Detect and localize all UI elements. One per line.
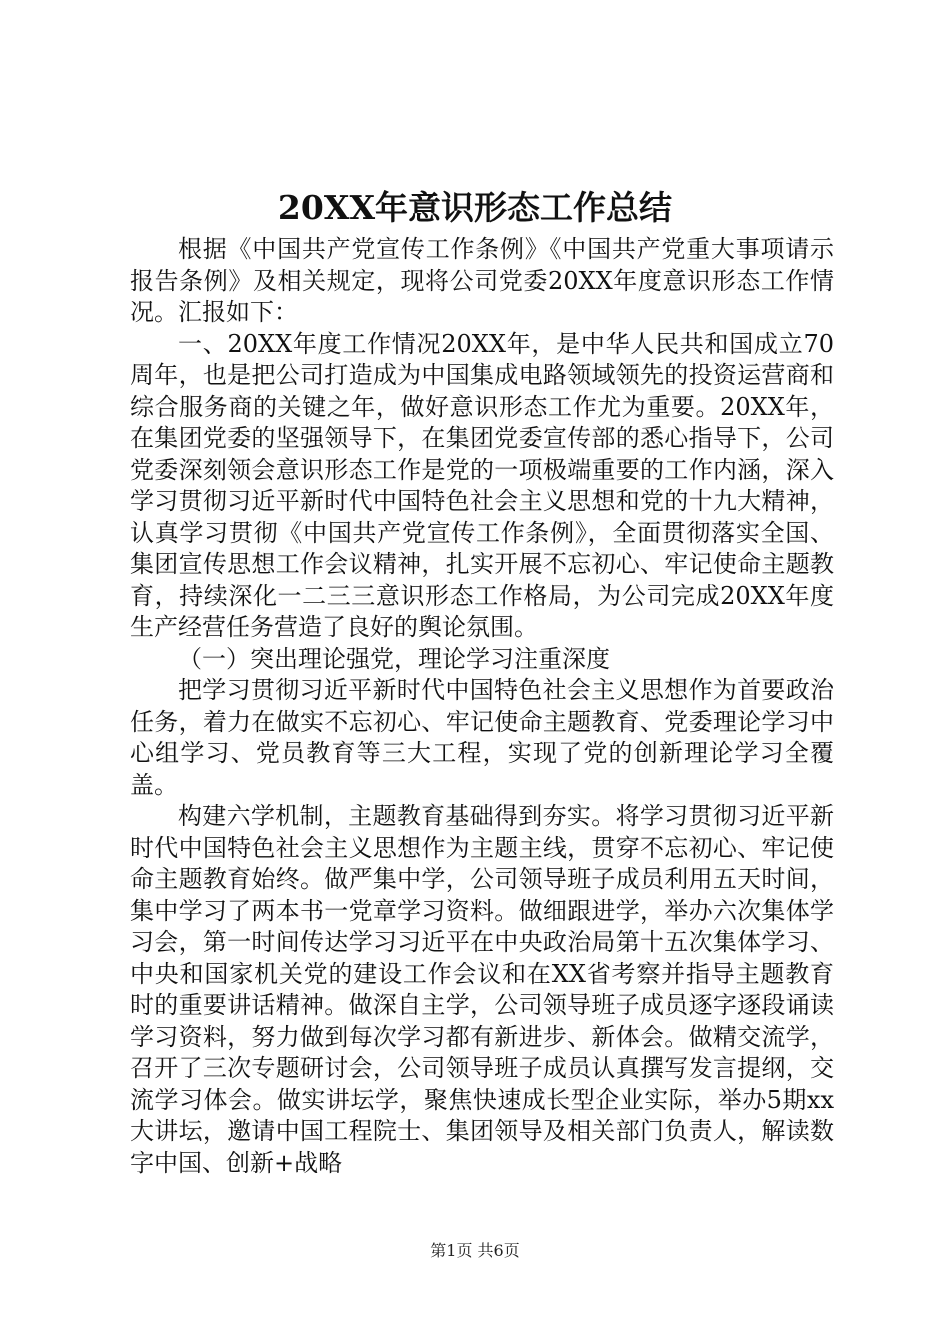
paragraph-intro: 根据《中国共产党宣传工作条例》《中国共产党重大事项请示报告条例》及相关规定，现将公司党委20XX年度意识形态工作情况。汇报如下： [130,235,834,326]
paragraph-theory: 把学习贯彻习近平新时代中国特色社会主义思想作为首要政治任务，着力在做实不忘初心、牢记使命主题教育、党委理论学习中心组学习、党员教育等三大工程，实现了党的创新理论学习全覆盖。 [130,676,834,799]
document-body [130,234,834,1179]
paragraph-six-study: 构建六学机制，主题教育基础得到夯实。将学习贯彻习近平新时代中国特色社会主义思想作为主题主线，贯穿不忘初心、牢记使命主题教育始终。做严集中学，公司领导班子成员利用五天时间，集中学习了两本书一党章学习资料。做细跟进学，举办六次集体学习会，第一时间传达学习习近平在中央政治局第十五次集体学习、中央和国家机关党的建设工作会议和在XX省考察并指导主题教育时的重要讲话精神。做深自主学，公司领导班子成员逐字逐段诵读学习资料，努力做到每次学习都有新进步、新体会。做精交流学，召开了三次专题研讨会，公司领导班子成员认真撰写发言提纲，交流学习体会。做实讲坛学，聚焦快速成长型企业实际，举办5期xx大讲坛，邀请中国工程院士、集团领导及相关部门负责人，解读数字中国、创新+战略 [130,802,834,1177]
paragraph-section-one: 一、20XX年度工作情况20XX年，是中华人民共和国成立70周年，也是把公司打造成为中国集成电路领域领先的投资运营商和综合服务商的关键之年，做好意识形态工作尤为重要。20XX年，在集团党委的坚强领导下，在集团党委宣传部的悉心指导下，公司党委深刻领会意识形态工作是党的一项极端重要的工作内涵，深入学习贯彻习近平新时代中国特色社会主义思想和党的十九大精神，认真学习贯彻《中国共产党宣传工作条例》，全面贯彻落实全国、集团宣传思想工作会议精神，扎实开展不忘初心、牢记使命主题教育，持续深化一二三三意识形态工作格局，为公司完成20XX年度生产经营任务营造了良好的舆论氛围。 [130,329,834,641]
document-title: 20XX年意识形态工作总结 [277,188,673,227]
page-footer: 第1页 共6页 [430,1241,520,1260]
subheading-theory: （一）突出理论强党，理论学习注重深度 [178,644,610,673]
